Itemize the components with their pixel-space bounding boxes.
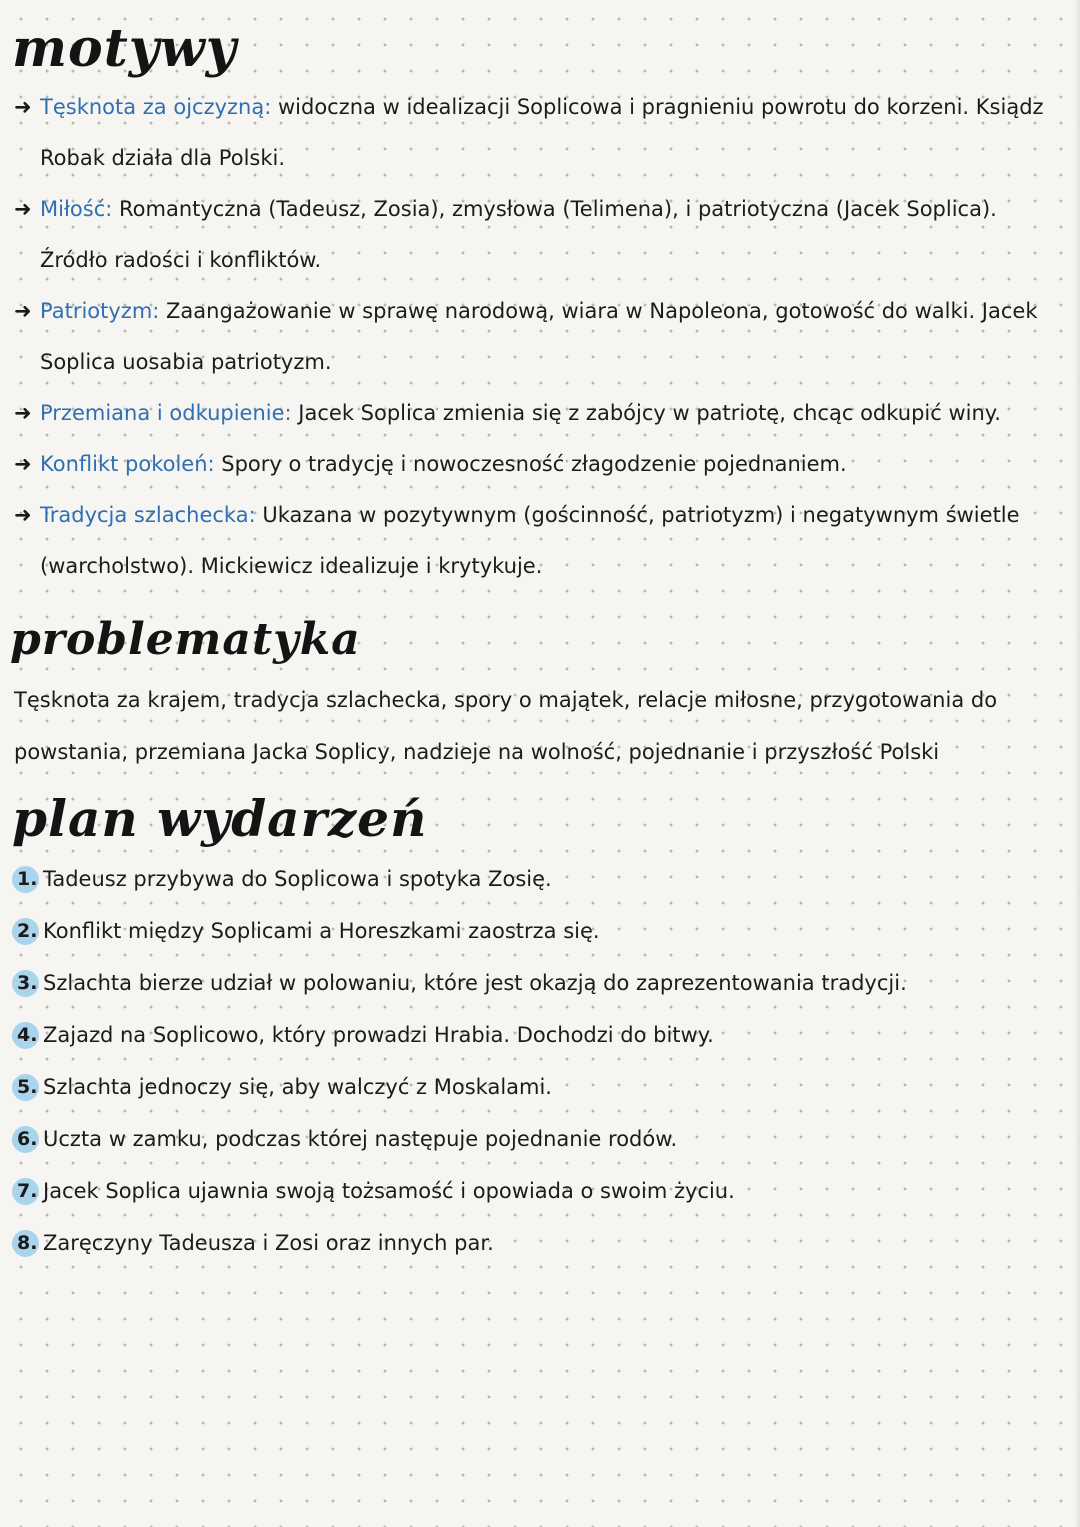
motif-item [14,439,1064,490]
motif-item [14,490,1064,592]
motif-item [14,184,1064,286]
arrow-right-icon: ➜ [14,452,32,476]
arrow-right-icon: ➜ [14,197,32,221]
event-number-badge: 2. [12,918,39,945]
arrow-right-icon: ➜ [14,401,32,425]
motif-name: Przemiana i odkupienie: [40,401,292,425]
problematyka-text: Tęsknota za krajem, tradycja szlachecka, spory o majątek, relacje miłosne, przygotowania do powstania, przemiana Jacka Soplicy, nadzieje na wolność, pojednanie i przyszłość Polski [14,688,998,764]
event-text: Szlachta jednoczy się, aby walczyć z Moskalami. [43,1075,552,1099]
motif-item [14,286,1064,388]
event-number-badge: 6. [12,1126,39,1153]
event-item [12,1217,1062,1269]
motif-description: Spory o tradycję i nowoczesność złagodzenie pojednaniem. [214,452,847,476]
motif-item [14,82,1064,184]
event-text: Tadeusz przybywa do Soplicowa i spotyka Zosię. [43,867,552,891]
event-text: Jacek Soplica ujawnia swoją tożsamość i opowiada o swoim życiu. [43,1179,735,1203]
heading-problematyka: problematyka [10,614,361,665]
event-item [12,853,1062,905]
event-item [12,905,1062,957]
motif-description: widoczna w idealizacji Soplicowa i pragnieniu powrotu do korzeni. Ksiądz Robak działa dla Polski. [40,95,1044,170]
event-item [12,1009,1062,1061]
motif-description: Romantyczna (Tadeusz, Zosia), zmysłowa (Telimena), i patriotyczna (Jacek Soplica). Źródło radości i konfliktów. [40,197,997,272]
events-list [12,853,1062,1269]
heading-plan-wydarzen: plan wydarzeń [12,789,428,848]
event-number-badge: 4. [12,1022,39,1049]
event-number-badge: 3. [12,970,39,997]
motif-name: Tradycja szlachecka: [40,503,256,527]
motif-name: Patriotyzm: [40,299,160,323]
event-item [12,1061,1062,1113]
motif-item [14,388,1064,439]
event-text: Konflikt między Soplicami a Horeszkami zaostrza się. [43,919,600,943]
arrow-right-icon: ➜ [14,299,32,323]
event-number-badge: 5. [12,1074,39,1101]
heading-motywy: motywy [12,18,237,79]
motif-name: Konflikt pokoleń: [40,452,215,476]
event-item [12,1165,1062,1217]
event-number-badge: 7. [12,1178,39,1205]
motif-name: Tęsknota za ojczyzną: [40,95,272,119]
motifs-list [14,82,1064,592]
motif-description: Zaangażowanie w sprawę narodową, wiara w Napoleona, gotowość do walki. Jacek Soplica uosabia patriotyzm. [40,299,1038,374]
motif-description: Ukazana w pozytywnym (gościnność, patriotyzm) i negatywnym świetle (warcholstwo). Mickiewicz idealizuje i krytykuje. [40,503,1020,578]
event-number-badge: 8. [12,1230,39,1257]
event-item [12,1113,1062,1165]
event-text: Uczta w zamku, podczas której następuje pojednanie rodów. [43,1127,678,1151]
motif-description: Jacek Soplica zmienia się z zabójcy w patriotę, chcąc odkupić winy. [291,401,1001,425]
event-text: Szlachta bierze udział w polowaniu, które jest okazją do zaprezentowania tradycji. [43,971,907,995]
event-item [12,957,1062,1009]
event-text: Zajazd na Soplicowo, który prowadzi Hrabia. Dochodzi do bitwy. [43,1023,714,1047]
event-number-badge: 1. [12,866,39,893]
arrow-right-icon: ➜ [14,95,32,119]
motif-name: Miłość: [40,197,113,221]
event-text: Zaręczyny Tadeusza i Zosi oraz innych par. [43,1231,494,1255]
arrow-right-icon: ➜ [14,503,32,527]
